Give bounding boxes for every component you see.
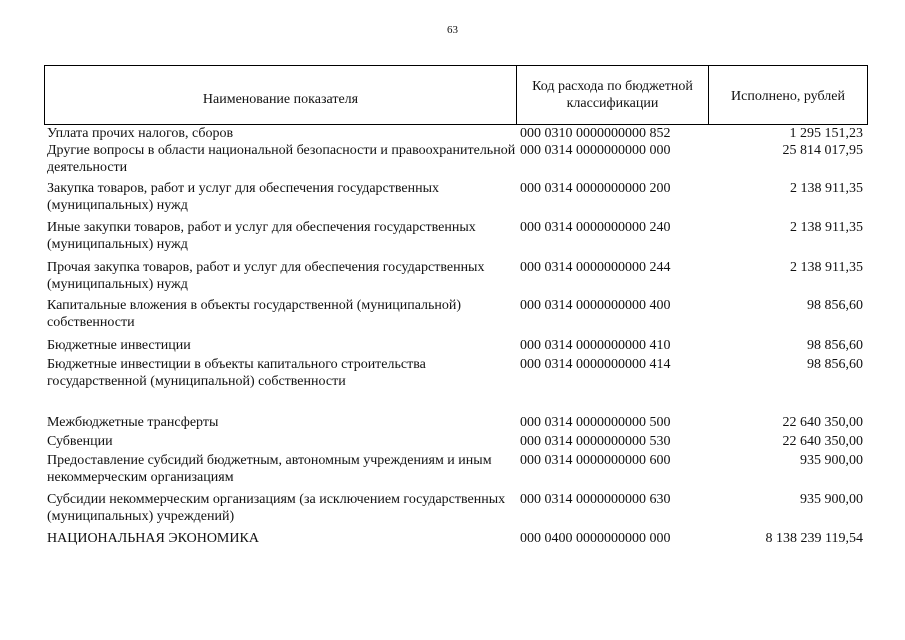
row-amount: 98 856,60 [807,338,863,353]
table-row [44,180,868,219]
table-row [44,356,868,414]
table-row [44,259,868,297]
row-code: 000 0314 0000000000 240 [520,220,671,235]
row-name: Иные закупки товаров, работ и услуг для обеспечения государственных (муниципальных) нужд [47,220,476,252]
row-name: Субсидии некоммерческим организациям (за исключением государственных (муниципальных) учреждений) [47,492,506,524]
row-code: 000 0310 0000000000 852 [520,126,671,141]
row-code: 000 0314 0000000000 414 [520,357,671,372]
table-header [44,65,868,125]
row-name: Предоставление субсидий бюджетным, автономным учреждениям и иным некоммерческим организациям [47,453,492,485]
row-code: 000 0314 0000000000 200 [520,181,671,196]
table-row [44,125,868,142]
row-name: Межбюджетные трансферты [47,415,219,430]
header-amount: Исполнено, рублей [731,88,845,104]
row-amount: 25 814 017,95 [782,143,863,158]
table-row [44,142,868,180]
row-code: 000 0314 0000000000 500 [520,415,671,430]
row-amount: 98 856,60 [807,357,863,372]
page-number: 63 [447,24,458,36]
row-name: НАЦИОНАЛЬНАЯ ЭКОНОМИКА [47,531,259,546]
row-name: Капитальные вложения в объекты государственной (муниципальной) собственности [47,298,462,330]
row-code: 000 0314 0000000000 630 [520,492,671,507]
row-code: 000 0314 0000000000 600 [520,453,671,468]
table-row [44,433,868,452]
row-code: 000 0314 0000000000 400 [520,298,671,313]
row-code: 000 0314 0000000000 530 [520,434,671,449]
table-row [44,452,868,491]
row-name: Бюджетные инвестиции в объекты капитального строительства государственной (муниципальной) собственности [47,357,426,389]
row-amount: 2 138 911,35 [790,260,863,275]
table-row [44,414,868,433]
row-code: 000 0400 0000000000 000 [520,531,671,546]
row-amount: 2 138 911,35 [790,181,863,196]
row-amount: 2 138 911,35 [790,220,863,235]
table-row [44,491,868,530]
row-amount: 935 900,00 [800,453,863,468]
table-body [44,125,868,549]
row-name: Субвенции [47,434,113,449]
row-amount: 8 138 239 119,54 [765,531,863,546]
row-amount: 1 295 151,23 [789,126,863,141]
header-name: Наименование показателя [45,66,517,124]
table-row [44,297,868,337]
row-name: Прочая закупка товаров, работ и услуг для обеспечения государственных (муниципальных) нужд [47,260,485,292]
row-code: 000 0314 0000000000 000 [520,143,671,158]
row-name: Бюджетные инвестиции [47,338,191,353]
table-row [44,219,868,259]
row-name: Уплата прочих налогов, сборов [47,126,234,141]
row-amount: 22 640 350,00 [782,415,863,430]
header-code: Код расхода по бюджетной классификации [517,66,709,124]
table-row [44,530,868,549]
row-code: 000 0314 0000000000 244 [520,260,671,275]
table-row [44,337,868,356]
row-amount: 22 640 350,00 [782,434,863,449]
row-code: 000 0314 0000000000 410 [520,338,671,353]
row-name: Другие вопросы в области национальной безопасности и правоохранительной деятельности [47,143,516,175]
row-name: Закупка товаров, работ и услуг для обеспечения государственных (муниципальных) нужд [47,181,440,213]
row-amount: 935 900,00 [800,492,863,507]
row-amount: 98 856,60 [807,298,863,313]
